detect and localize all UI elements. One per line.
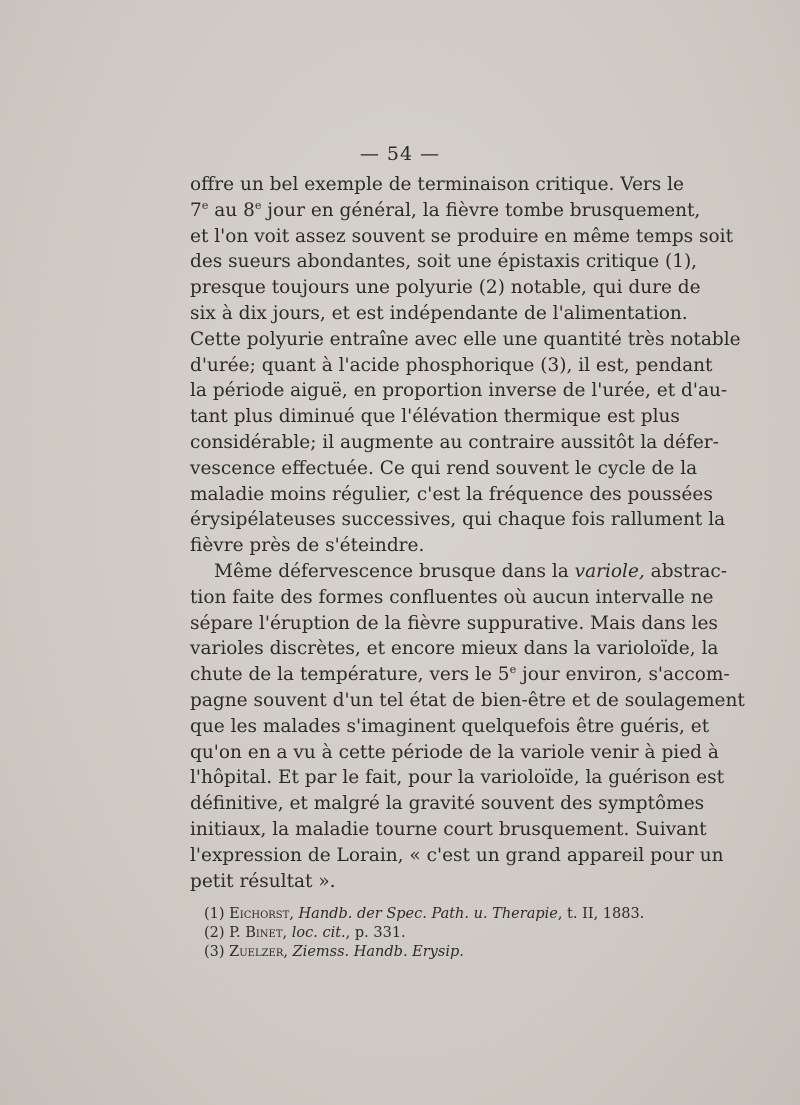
footnote-author: Zuelzer xyxy=(229,944,284,960)
text-line: varioles discrètes, et encore mieux dans la varioloïde, la xyxy=(190,638,719,660)
footnote: (2) P. Binet, loc. cit., p. 331. xyxy=(204,925,406,941)
footnotes xyxy=(204,905,645,962)
body-text xyxy=(190,172,745,894)
text-line: petit résultat ». xyxy=(190,870,336,892)
text-line: Cette polyurie entraîne avec elle une quantité très notable xyxy=(190,328,741,350)
text-line: d'urée; quant à l'acide phosphorique (3), il est, pendant xyxy=(190,354,713,376)
text-line: l'expression de Lorain, « c'est un grand appareil pour un xyxy=(190,844,724,866)
text-line: la période aiguë, en proportion inverse de l'urée, et d'au- xyxy=(190,380,728,402)
footnote-reference: Handb. der Spec. Path. u. Therapie xyxy=(298,906,558,922)
footnote-author: Eichorst xyxy=(229,906,290,922)
italic-text: variole, xyxy=(574,560,645,582)
text-line: considérable; il augmente au contraire aussitôt la défer- xyxy=(190,431,719,453)
text-line: presque toujours une polyurie (2) notable, qui dure de xyxy=(190,277,701,299)
superscript: e xyxy=(509,662,517,676)
text-line: fièvre près de s'éteindre. xyxy=(190,535,425,557)
text-line: définitive, et malgré la gravité souvent des symptômes xyxy=(190,793,705,815)
text-line: tion faite des formes confluentes où aucun intervalle ne xyxy=(190,586,714,608)
text-line: Même défervescence brusque dans la variole, abstrac- xyxy=(214,560,727,582)
text-line: tant plus diminué que l'élévation thermique est plus xyxy=(190,406,680,428)
footnote: (1) Eichorst, Handb. der Spec. Path. u. Therapie, t. II, 1883. xyxy=(204,906,645,922)
text-line: six à dix jours, et est indépendante de l'alimentation. xyxy=(190,302,688,324)
text-line: et l'on voit assez souvent se produire en même temps soit xyxy=(190,225,734,247)
text-line: des sueurs abondantes, soit une épistaxis critique (1), xyxy=(190,251,698,273)
footnote-reference: loc. cit. xyxy=(291,925,346,941)
text-line: sépare l'éruption de la fièvre suppurative. Mais dans les xyxy=(190,612,718,634)
page-number: — 54 — xyxy=(359,143,441,165)
text-line: offre un bel exemple de terminaison critique. Vers le xyxy=(190,174,684,195)
footnote-reference: Ziemss. Handb. Erysip. xyxy=(292,944,464,960)
text-line: qu'on en a vu à cette période de la variole venir à pied à xyxy=(190,741,719,763)
footnote-author: P. Binet xyxy=(229,925,283,941)
text-line: maladie moins régulier, c'est la fréquence des poussées xyxy=(190,483,713,505)
footnote: (3) Zuelzer, Ziemss. Handb. Erysip. xyxy=(204,944,464,960)
text-line: l'hôpital. Et par le fait, pour la varioloïde, la guérison est xyxy=(190,767,725,789)
superscript: e xyxy=(254,198,262,212)
text-line: vescence effectuée. Ce qui rend souvent le cycle de la xyxy=(190,457,698,479)
text-line: 7e au 8e jour en général, la fièvre tombe brusquement, xyxy=(190,198,701,221)
superscript: e xyxy=(201,198,209,212)
text-line: initiaux, la maladie tourne court brusquement. Suivant xyxy=(190,818,707,840)
text-line: pagne souvent d'un tel état de bien-être et de soulagement xyxy=(190,689,745,711)
text-line: chute de la température, vers le 5e jour environ, s'accom- xyxy=(190,662,730,686)
text-line: que les malades s'imaginent quelquefois être guéris, et xyxy=(190,715,710,737)
text-line: érysipélateuses successives, qui chaque fois rallument la xyxy=(190,509,726,531)
